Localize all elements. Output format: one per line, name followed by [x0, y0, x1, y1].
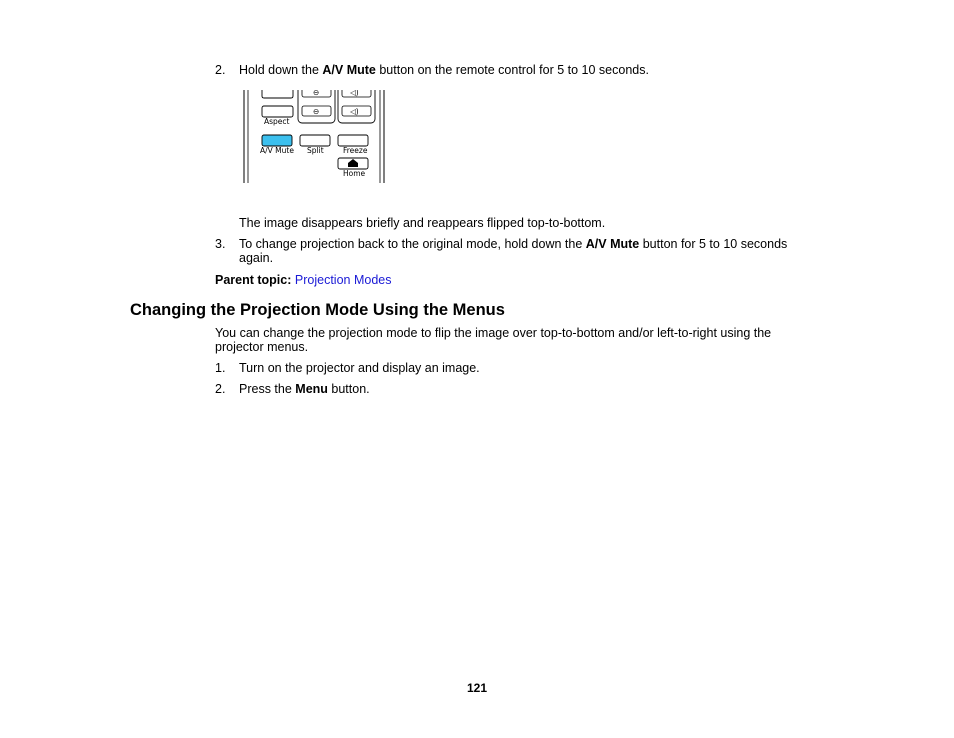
- home-label: Home: [343, 169, 366, 178]
- page-number: 121: [466, 681, 488, 695]
- split-label: Split: [307, 146, 324, 155]
- step-text-part: Turn on the projector and display an image.: [239, 361, 480, 375]
- svg-text:⊖: ⊖: [313, 90, 320, 97]
- step-text-part: Press the: [239, 382, 296, 396]
- result-text: The image disappears briefly and reappears flipped top-to-bottom.: [239, 216, 606, 230]
- step-text: [239, 382, 370, 396]
- button-name: A/V Mute: [322, 63, 376, 77]
- remote-control-illustration: [243, 90, 385, 183]
- step-number: 3.: [215, 237, 226, 251]
- svg-text:◁): ◁): [350, 90, 359, 97]
- step-number: 1.: [215, 361, 226, 375]
- section-heading: Changing the Projection Mode Using the Menus: [130, 301, 505, 319]
- step-text-part: To change projection back to the original mode, hold down the: [239, 237, 586, 251]
- step-text: [239, 237, 839, 265]
- step-text: [239, 63, 649, 77]
- av-mute-key: [262, 135, 292, 146]
- section-intro: [215, 326, 835, 354]
- intro-line: projector menus.: [215, 340, 309, 354]
- step-text-part: again.: [239, 251, 274, 265]
- svg-text:◁): ◁): [350, 107, 359, 116]
- projection-modes-link[interactable]: Projection Modes: [294, 273, 392, 287]
- step-number: 2.: [215, 382, 226, 396]
- step-text: [239, 361, 480, 375]
- parent-topic-label: Parent topic:: [215, 273, 292, 287]
- step-text-part: button for 5 to 10 seconds: [639, 237, 788, 251]
- aspect-label: Aspect: [264, 117, 290, 126]
- intro-line: You can change the projection mode to flip the image over top-to-bottom and/or left-to-right using the: [215, 326, 772, 340]
- freeze-label: Freeze: [343, 146, 368, 155]
- button-name: Menu: [295, 382, 328, 396]
- button-name: A/V Mute: [585, 237, 640, 251]
- svg-text:⊖: ⊖: [313, 107, 320, 116]
- av-mute-label: A/V Mute: [260, 146, 294, 155]
- step-text-part: button on the remote control for 5 to 10 seconds.: [375, 63, 649, 77]
- step-number: 2.: [215, 63, 226, 77]
- parent-topic: [215, 273, 391, 287]
- step-text-part: button.: [327, 382, 370, 396]
- step-text-part: Hold down the: [239, 63, 323, 77]
